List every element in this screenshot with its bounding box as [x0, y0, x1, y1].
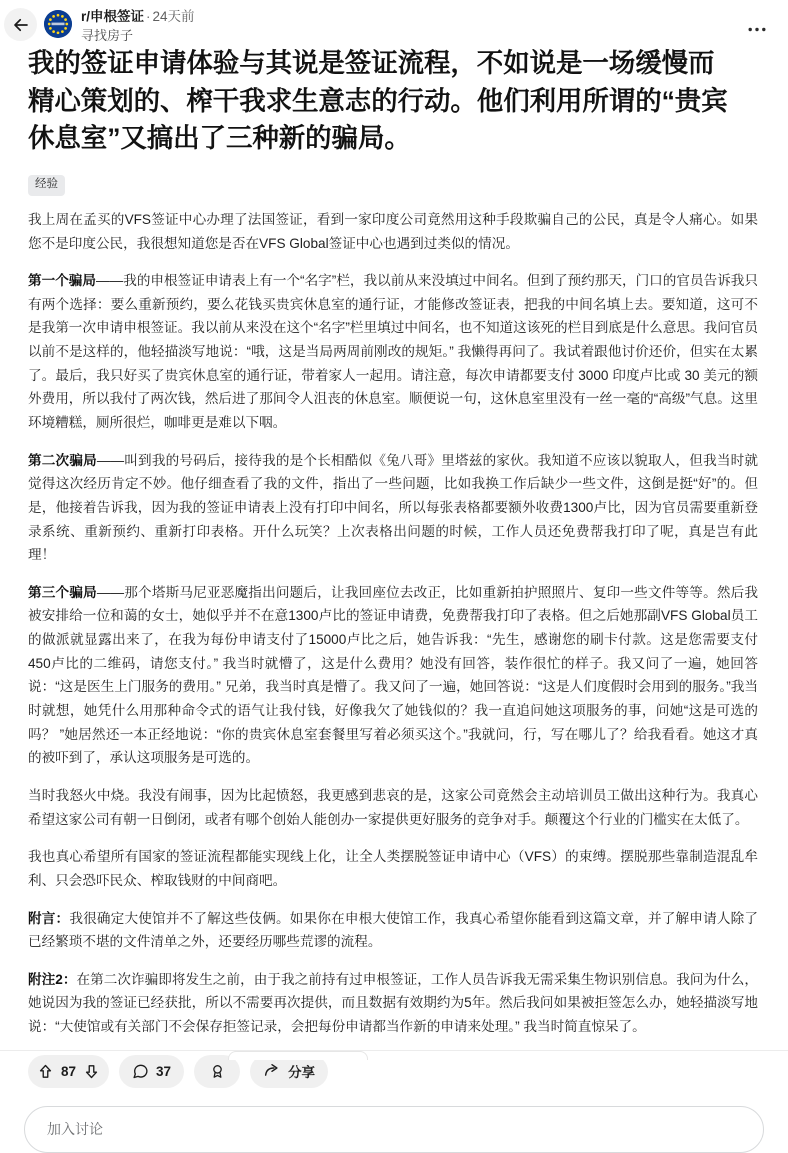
paragraph-text: ——叫到我的号码后，接待我的是个长相酷似《兔八哥》里塔兹的家伙。我知道不应该以貌取人，但我当时就觉得这次经历肯定不妙。他仔细查看了我的文件，指出了一些问题，比如我换工作后缺少一些文件，这倒是挺“好”的。但是，他接着告诉我，因为我的签证申请表上没有打印中间名，所以每张表格都要额外收费1300卢比，因为官员需要重新登录系统、重新预约、重新打印表格。开什么玩笑？上次表格出问题的时候，工作人员还免费帮我打印了呢，真是岂有此理！ — [28, 452, 758, 563]
comment-input[interactable] — [24, 1106, 764, 1153]
post-paragraph — [28, 784, 758, 831]
upvote-button[interactable] — [37, 1063, 54, 1080]
post-paragraph — [28, 449, 758, 567]
post-paragraph — [28, 581, 758, 770]
subreddit-line — [81, 8, 742, 26]
award-badge-icon — [209, 1063, 226, 1080]
share-label: 分享 — [288, 1065, 316, 1081]
eu-flag-avatar-icon — [44, 10, 72, 38]
paragraph-text: 当时我怒火中烧。我没有闹事，因为比起愤怒，我更感到悲哀的是，这家公司竟然会主动培训员工做出这种行为。我真心希望这家公司有朝一日倒闭，或者有哪个创始人能创办一家提供更好服务的竞争对手。颠覆这个行业的门槛实在太低了。 — [28, 787, 758, 827]
subreddit-name[interactable]: r/申根签证 — [81, 9, 145, 24]
comment-count: 37 — [156, 1063, 172, 1079]
comment-placeholder: 加入讨论 — [47, 1121, 103, 1138]
paragraph-text: 在第二次诈骗即将发生之前，由于我之前持有过申根签证，工作人员告诉我无需采集生物识别信息。我问为什么，她说因为我的签证已经获批，所以不需要再次提供，而且数据有效期约为5年。然后我问如果被拒签怎么办，她轻描淡写地说：“大使馆或有关部门不会保存拒签记录，会把每份申请都当作新的申请来处理。” 我当时简直惊呆了。 — [28, 971, 759, 1035]
post-paragraph — [28, 968, 758, 1039]
share-arrow-icon — [263, 1062, 281, 1080]
back-arrow-icon — [12, 16, 30, 34]
page-title: 我的签证申请体验与其说是签证流程，不如说是一场缓慢而精心策划的、榨干我求生意志的行动。他们利用所谓的“贵宾休息室”又搞出了三种新的骗局。 — [28, 48, 728, 154]
paragraph-lead: 附言： — [28, 910, 70, 926]
subreddit-avatar[interactable] — [44, 10, 72, 38]
bottom-sheet-handle[interactable] — [228, 1051, 368, 1060]
post-timestamp: 24天前 — [152, 9, 195, 24]
paragraph-text: 我上周在孟买的VFS签证中心办理了法国签证，看到一家印度公司竟然用这种手段欺骗自己的公民，真是令人痛心。如果您不是印度公民，我很想知道您是否在VFS Global签证中心也遇到过类似的情况。 — [28, 211, 758, 251]
paragraph-lead: 第二次骗局 — [28, 452, 97, 468]
downvote-arrow-icon — [83, 1063, 100, 1080]
post-paragraph — [28, 907, 758, 954]
back-button[interactable] — [4, 8, 37, 41]
paragraph-text: ——我的申根签证申请表上有一个“名字”栏，我以前从来没填过中间名。但到了预约那天，门口的官员告诉我只有两个选择：要么重新预约，要么花钱买贵宾休息室的通行证，才能修改签证表，把我的中间名填上去。要知道，这可不是我第一次申请申根签证。我以前从来没在这个“名字”栏里填过中间名，也不知道这该死的栏目到底是什么意思。我问官员以前不是这样的，他轻描淡写地说：“哦，这是当局两周前刚改的规矩。” 我懒得再问了。我试着跟他讨价还价，但实在太累了。最后，我只好买了贵宾休息室的通行证，带着家人一起用。请注意，每次申请都要支付 3000 印度卢比或 30 美元的额外费用，所以我付了两次钱，然后进了那间令人沮丧的休息室。顺便说一句，这休息室里没有一丝一毫的“高级”气息。这里环境糟糕，厕所很烂，咖啡更是难以下咽。 — [28, 273, 758, 430]
paragraph-lead: 第三个骗局 — [28, 584, 97, 600]
paragraph-lead: 第一个骗局 — [28, 273, 97, 289]
post-content — [0, 45, 788, 1039]
paragraph-text: 我也真心希望所有国家的签证流程都能实现线上化，让全人类摆脱签证申请中心（VFS）的束缚。摆脱那些靠制造混乱牟利、只会恐吓民众、榨取钱财的中间商吧。 — [28, 849, 758, 888]
author-flair: 寻找房子 — [81, 28, 134, 44]
comment-composer — [0, 1088, 788, 1153]
post-paragraph — [28, 845, 758, 892]
post-paragraph — [28, 269, 758, 434]
post-paragraph — [28, 208, 758, 255]
paragraph-text: 我很确定大使馆并不了解这些伎俩。如果你在申根大使馆工作，我真心希望你能看到这篇文章，并了解申请人除了已经繁琐不堪的文件清单之外，还要经历哪些荒谬的流程。 — [28, 910, 759, 950]
meta-separator: · — [146, 9, 151, 24]
paragraph-lead: 附注2： — [28, 971, 77, 987]
post-header — [0, 0, 788, 42]
paragraph-text: ——那个塔斯马尼亚恶魔指出问题后，让我回座位去改正，比如重新拍护照照片、复印一些文件等等。然后我被安排给一位和蔼的女士，她似乎并不在意1300卢比的签证申请费，免费帮我打印了表格。但之后她那副VFS Global员工的做派就显露出来了，在我为每份申请支付了15000卢比之后，她告诉我：“先生，感谢您的刷卡付款。这是您需要支付450卢比的二维码，请您支付。” 我当时就懵了，这是什么费用？她没有回答，装作很忙的样子。我又问了一遍，她回答说：“这是医生上门服务的费用。” 兄弟，我当时真是懵了。我又问了一遍，她回答说：“这是人们度假时会用到的服务。”我当时就想，她凭什么用那种命令式的语气让我付钱，好像我欠了她钱似的？我一直追问她这项服务的事，问她“这是可选的吗？ ”她居然还一本正经地说：“你的贵宾休息室套餐里写着必须买这个。”我就问，行，写在哪儿了？给我看看。她这才真的被吓到了，承认这项服务是可选的。 — [28, 584, 758, 766]
upvote-arrow-icon — [37, 1063, 54, 1080]
post-body — [28, 208, 758, 1039]
post-meta — [81, 8, 742, 45]
downvote-button[interactable] — [83, 1063, 100, 1080]
overflow-menu-icon — [748, 18, 766, 35]
more-options-button[interactable] — [742, 11, 772, 41]
bottom-divider — [0, 1050, 788, 1051]
comment-bubble-icon — [132, 1063, 149, 1080]
post-action-bar — [0, 1039, 788, 1088]
vote-count: 87 — [61, 1063, 77, 1079]
post-flair-tag[interactable]: 经验 — [28, 175, 65, 196]
